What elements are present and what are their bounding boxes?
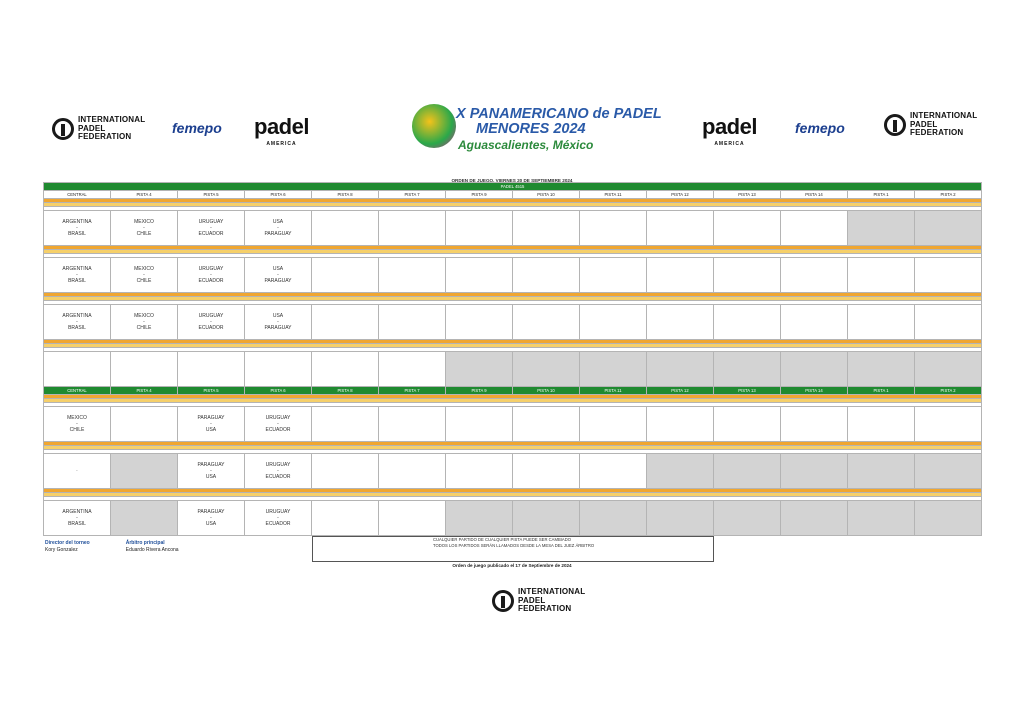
match-cell: URUGUAY - ECUADOR (245, 501, 312, 536)
match-cell: URUGUAY - ECUADOR (245, 407, 312, 442)
court-header: PISTA 1 (848, 387, 915, 395)
match-cell: PARAGUAY - USA (178, 407, 245, 442)
court-header: PISTA 5 (178, 191, 245, 199)
published-date: Orden de juego publicado el 17 de Septiembre de 2024 (452, 563, 572, 568)
match-cell (915, 407, 982, 442)
event-location: Aguascalientes, México (458, 138, 594, 152)
match-cell: MEXICO - CHILE (111, 258, 178, 293)
match-cell (647, 305, 714, 340)
match-cell (379, 258, 446, 293)
match-cell (178, 352, 245, 387)
ipf-word-3: FEDERATION (78, 132, 132, 141)
court-header: CENTRAL (44, 191, 111, 199)
match-cell: URUGUAY - ECUADOR (178, 305, 245, 340)
court-header: PISTA 6 (245, 191, 312, 199)
ipf-logo-bottom (492, 588, 585, 614)
order-title: ORDEN DE JUEGO, VIERNES 20 DE SEPTIEMBRE 2024 (451, 178, 573, 183)
court-header: PISTA 11 (580, 387, 647, 395)
match-cell (446, 454, 513, 489)
match-cell (915, 501, 982, 536)
court-header: PISTA 13 (714, 191, 781, 199)
match-cell (647, 258, 714, 293)
padel-word: padel (254, 114, 309, 139)
match-cell (781, 258, 848, 293)
court-header: PISTA 14 (781, 387, 848, 395)
match-cell: USA - PARAGUAY (245, 258, 312, 293)
match-row (44, 305, 982, 340)
venue-label: PADEL 4515 (44, 183, 982, 191)
court-header: PISTA 2 (915, 387, 982, 395)
america-word: AMERICA (266, 141, 297, 147)
ipf-word-1: INTERNATIONAL (910, 111, 978, 120)
match-cell (513, 211, 580, 246)
match-cell (379, 454, 446, 489)
match-cell (781, 305, 848, 340)
match-cell (580, 352, 647, 387)
padel-america-logo-right (702, 116, 757, 147)
court-header: PISTA 7 (379, 387, 446, 395)
match-cell (379, 211, 446, 246)
match-cell (513, 352, 580, 387)
referee-label: Árbitro principal (125, 540, 165, 546)
match-cell (915, 454, 982, 489)
court-header: PISTA 10 (513, 191, 580, 199)
event-title: X PANAMERICANO de PADEL (456, 106, 662, 122)
ipf-word-2: PADEL (518, 595, 546, 605)
match-cell (848, 305, 915, 340)
match-cell (312, 352, 379, 387)
match-cell (379, 501, 446, 536)
match-cell (848, 211, 915, 246)
match-cell (44, 352, 111, 387)
match-cell: PARAGUAY - USA (178, 501, 245, 536)
match-cell: ARGENTINA - BRASIL (44, 258, 111, 293)
match-cell (848, 501, 915, 536)
match-cell (647, 501, 714, 536)
match-cell (111, 352, 178, 387)
match-cell (312, 501, 379, 536)
match-cell (915, 352, 982, 387)
referee-name: Eduardo Rivera Ancona (125, 547, 179, 553)
ipf-word-2: PADEL (910, 119, 938, 129)
event-logo (410, 100, 662, 158)
match-cell (379, 352, 446, 387)
match-row (44, 454, 982, 489)
court-header: PISTA 10 (513, 387, 580, 395)
court-header: PISTA 6 (245, 387, 312, 395)
match-cell (647, 352, 714, 387)
match-cell (580, 407, 647, 442)
court-header: PISTA 4 (111, 387, 178, 395)
match-cell (714, 305, 781, 340)
match-cell (915, 305, 982, 340)
match-cell (915, 211, 982, 246)
match-cell (312, 258, 379, 293)
match-cell (714, 407, 781, 442)
ipf-word-3: FEDERATION (910, 128, 964, 137)
notice-line: CUALQUIER PARTIDO DE CUALQUIER PISTA PUEDE SER CAMBIADO (433, 537, 571, 542)
match-cell (781, 352, 848, 387)
match-cell (513, 305, 580, 340)
court-header: PISTA 12 (647, 387, 714, 395)
ipf-word-1: INTERNATIONAL (78, 115, 146, 124)
match-cell (446, 352, 513, 387)
court-header: PISTA 5 (178, 387, 245, 395)
court-header: PISTA 2 (915, 191, 982, 199)
match-cell: MEXICO - CHILE (44, 407, 111, 442)
notice-box (312, 536, 714, 562)
match-cell (714, 352, 781, 387)
venue-band (44, 183, 982, 191)
match-cell: ARGENTINA - BRASIL (44, 501, 111, 536)
match-cell (848, 407, 915, 442)
match-cell (446, 501, 513, 536)
match-cell: URUGUAY - ECUADOR (245, 454, 312, 489)
match-cell (379, 407, 446, 442)
match-cell (848, 454, 915, 489)
match-cell: MEXICO - CHILE (111, 211, 178, 246)
match-cell: MEXICO - CHILE (111, 305, 178, 340)
ipf-word-2: PADEL (78, 123, 106, 133)
director-name: Kory Gonzalez (45, 547, 78, 553)
match-cell (446, 407, 513, 442)
court-header-row (44, 191, 982, 199)
match-cell (312, 454, 379, 489)
match-cell: USA - PARAGUAY (245, 305, 312, 340)
match-row (44, 258, 982, 293)
match-cell (245, 352, 312, 387)
match-cell (714, 258, 781, 293)
match-cell (781, 407, 848, 442)
america-word: AMERICA (714, 141, 745, 147)
match-cell (446, 305, 513, 340)
match-cell (379, 305, 446, 340)
match-cell (848, 258, 915, 293)
match-row (44, 211, 982, 246)
match-cell: ARGENTINA - BRASIL (44, 305, 111, 340)
match-cell (781, 501, 848, 536)
match-cell (312, 211, 379, 246)
court-header: PISTA 8 (312, 387, 379, 395)
officials (45, 540, 179, 554)
match-row (44, 352, 982, 387)
ipf-logo-right (884, 112, 977, 138)
match-cell (111, 407, 178, 442)
match-cell (580, 454, 647, 489)
match-cell (312, 407, 379, 442)
match-cell: PARAGUAY - USA (178, 454, 245, 489)
event-subtitle: MENORES 2024 (476, 121, 586, 137)
match-cell (111, 501, 178, 536)
notice-line: TODOS LOS PARTIDOS SERÁN LLAMADOS DESDE LA MESA DEL JUEZ ÁRBITRO (433, 543, 595, 549)
match-cell (446, 211, 513, 246)
ipf-word-3: FEDERATION (518, 604, 572, 613)
match-cell (714, 211, 781, 246)
match-cell (647, 211, 714, 246)
court-header: PISTA 13 (714, 387, 781, 395)
match-cell (781, 211, 848, 246)
ipf-word-1: INTERNATIONAL (518, 587, 586, 596)
match-cell (580, 258, 647, 293)
court-header: PISTA 14 (781, 191, 848, 199)
match-cell (647, 454, 714, 489)
court-header: PISTA 8 (312, 191, 379, 199)
ipf-mark-icon (884, 114, 906, 136)
match-cell: · (44, 454, 111, 489)
match-cell: URUGUAY - ECUADOR (178, 211, 245, 246)
court-header: PISTA 9 (446, 191, 513, 199)
event-ball-icon (412, 104, 456, 148)
court-header: PISTA 1 (848, 191, 915, 199)
match-cell (714, 501, 781, 536)
court-header: PISTA 4 (111, 191, 178, 199)
court-header: CENTRAL (44, 387, 111, 395)
match-cell (111, 454, 178, 489)
schedule-grid (43, 182, 982, 536)
court-header-row-2 (44, 387, 982, 395)
match-cell (580, 211, 647, 246)
ipf-mark-icon (492, 590, 514, 612)
match-cell (580, 305, 647, 340)
match-cell: USA - PARAGUAY (245, 211, 312, 246)
match-cell (513, 258, 580, 293)
ipf-logo-left (52, 116, 145, 142)
match-cell (513, 501, 580, 536)
court-header: PISTA 7 (379, 191, 446, 199)
femepo-logo-left: femepo (172, 120, 222, 136)
match-cell (781, 454, 848, 489)
match-cell (513, 454, 580, 489)
court-header: PISTA 12 (647, 191, 714, 199)
match-cell (513, 407, 580, 442)
femepo-logo-right: femepo (795, 120, 845, 136)
padel-word: padel (702, 114, 757, 139)
match-cell: URUGUAY - ECUADOR (178, 258, 245, 293)
match-row (44, 407, 982, 442)
match-cell (446, 258, 513, 293)
padel-america-logo-left (254, 116, 309, 147)
director-label: Director del torneo (45, 540, 90, 546)
match-cell (312, 305, 379, 340)
match-cell (647, 407, 714, 442)
court-header: PISTA 11 (580, 191, 647, 199)
match-cell (915, 258, 982, 293)
match-row (44, 501, 982, 536)
court-header: PISTA 9 (446, 387, 513, 395)
match-cell: ARGENTINA - BRASIL (44, 211, 111, 246)
match-cell (580, 501, 647, 536)
match-cell (714, 454, 781, 489)
match-cell (848, 352, 915, 387)
ipf-mark-icon (52, 118, 74, 140)
